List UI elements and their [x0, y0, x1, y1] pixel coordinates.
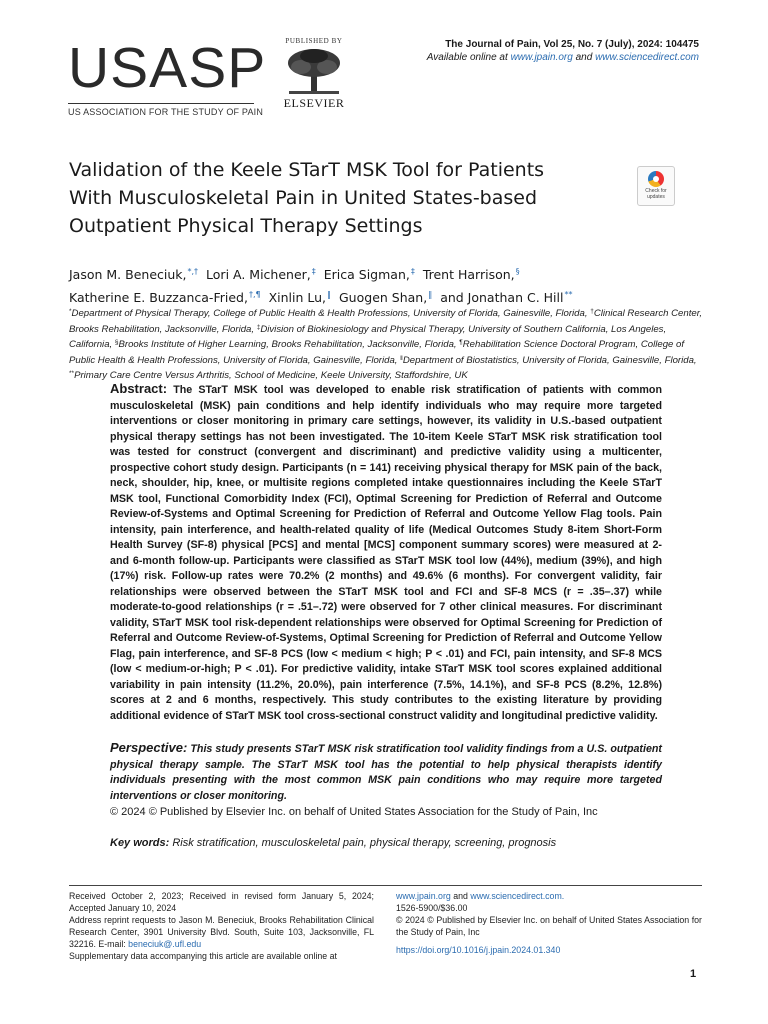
- check-for-updates-button[interactable]: [637, 166, 675, 206]
- available-online: [427, 51, 699, 64]
- check-updates-line1: Check for: [645, 188, 667, 194]
- affiliation-text: Brooks Institute of Higher Learning, Brooks Rehabilitation, Jacksonville, Florida,: [118, 339, 460, 350]
- and-text: and: [575, 52, 593, 63]
- author-list: [69, 262, 709, 308]
- sciencedirect-link[interactable]: www.sciencedirect.com: [595, 52, 699, 63]
- perspective-label: Perspective:: [110, 740, 188, 755]
- footer-left: [69, 890, 374, 962]
- affiliation-text: Department of Physical Therapy, College of Public Health & Health Professions, University of Florida, Gainesville, Florida,: [71, 308, 591, 319]
- affiliation-text: Department of Biostatistics, University of Florida, Gainesville, Florida,: [402, 354, 697, 366]
- elsevier-wordmark: ELSEVIER: [283, 96, 345, 110]
- elsevier-logo: [279, 37, 349, 111]
- footer-links: www.jpain.org and www.sciencedirect.com.: [396, 891, 565, 901]
- affiliation-text: Clinical Research Center, Brooks Rehabilitation, Jacksonville, Florida,: [69, 308, 703, 335]
- perspective-text: This study presents STarT MSK risk stratification tool validity findings from a U.S. outpatient physical therapy sample. The STarT MSK tool has the potential to help physical therapists identify individuals presenting with the most common MSK pain conditions who may require more targeted interventions or closer monitoring.: [110, 743, 662, 802]
- received-dates: Received October 2, 2023; Received in revised form January 5, 2024; Accepted January 10, 2024: [69, 891, 374, 913]
- affiliation-text: Division of Biokinesiology and Physical Therapy, University of Southern California, Los Angeles, California,: [69, 323, 667, 350]
- author[interactable]: Xinlin Lu,‖: [268, 290, 332, 305]
- available-online-prefix: Available online at: [426, 52, 508, 63]
- abstract: [110, 381, 662, 724]
- author[interactable]: Erica Sigman,‡: [323, 267, 415, 282]
- abstract-label: Abstract:: [110, 381, 168, 396]
- keywords-text: Risk stratification, musculoskeletal pain, physical therapy, screening, prognosis: [172, 837, 557, 849]
- journal-citation: The Journal of Pain, Vol 25, No. 7 (July), 2024: 104475: [445, 39, 699, 50]
- supplementary-note: Supplementary data accompanying this article are available online at: [69, 951, 337, 961]
- author[interactable]: Jason M. Beneciuk,*,†: [69, 267, 199, 282]
- title-line: Outpatient Physical Therapy Settings: [69, 215, 423, 237]
- affiliation-marker: ¶: [459, 339, 463, 346]
- author-email-link[interactable]: beneciuk@.ufl.edu: [128, 939, 202, 949]
- reprint-info: Address reprint requests to Jason M. Beneciuk, Brooks Rehabilitation Clinical Research Center, 3901 University Blvd. South, Suite 103, Jacksonville, FL 32216. E-mail: beneciuk@.ufl.edu: [69, 915, 374, 949]
- footer-jpain-link[interactable]: www.jpain.org: [396, 891, 451, 901]
- affiliations: [69, 305, 705, 383]
- affiliation-marker: *: [69, 308, 72, 315]
- perspective: [110, 740, 662, 804]
- author[interactable]: Guogen Shan,‖: [339, 290, 433, 305]
- author[interactable]: Katherine E. Buzzanca-Fried,†,¶: [69, 290, 261, 305]
- author[interactable]: and Jonathan C. Hill**: [440, 290, 573, 305]
- footer-copyright: © 2024 © Published by Elsevier Inc. on behalf of United States Association for the Study of Pain, Inc: [396, 915, 702, 937]
- issn-price: 1526-5900/$36.00: [396, 903, 468, 913]
- article-title: [69, 156, 609, 240]
- footer-right: [396, 890, 702, 956]
- keywords: [110, 837, 670, 849]
- copyright-notice: © 2024 © Published by Elsevier Inc. on behalf of United States Association for the Study of Pain, Inc: [110, 806, 598, 818]
- footer-divider: [69, 885, 702, 886]
- affiliation-marker: **: [69, 370, 75, 377]
- elsevier-tree-icon: [285, 47, 343, 97]
- title-line: With Musculoskeletal Pain in United States-based: [69, 187, 538, 209]
- published-by-label: PUBLISHED BY: [285, 37, 343, 45]
- jpain-link[interactable]: www.jpain.org: [510, 52, 573, 63]
- usasp-logo: [68, 36, 267, 117]
- crossmark-icon: [648, 171, 664, 187]
- journal-info: [427, 38, 699, 64]
- author[interactable]: Lori A. Michener,‡: [206, 267, 316, 282]
- logo-divider: [68, 103, 254, 104]
- affiliation-text: Primary Care Centre Versus Arthritis, School of Medicine, Keele University, Staffordshire, UK: [74, 370, 468, 381]
- keywords-label: Key words:: [110, 837, 170, 849]
- affiliation-marker: §: [114, 339, 119, 346]
- page-number: 1: [690, 968, 697, 980]
- abstract-text: The STarT MSK tool was developed to enable risk stratification of patients with common musculoskeletal (MSK) pain conditions and help identify individuals who may require more targeted interventions or closer monitoring in primary care settings, however, its validity in U.S.-based outpatient physical therapy settings has not been investigated. The 10-item Keele STarT MSK risk stratification tool was tested for construct (convergent and discriminant) and predictive validity using a multicenter, prospective cohort study design. Participants (n = 141) receiving physical therapy for MSK pain of the back, neck, shoulder, hip, knee, or multisite regions completed intake questionnaires including the Keele STarT MSK tool, Functional Comorbidity Index (FCI), Optimal Screening for Prediction of Referral and Outcome Review-of-Systems and Optimal Screening for Prediction of Referral and Outcome Yellow Flag tools. Pain intensity, pain interference, and health-related quality of life (Medical Outcomes Study 8-item Short-Form Health Survey (SF-8) physical [PCS] and mental [MCS] component summary scores) were measured at 2- and 6-month follow-up. Participants were classified as STarT MSK tool low (44%), medium (39%), and high (17%) risk. Follow-up rates were 70.2% (2 months) and 49.6% (6 months). For convergent validity, fair relationships were observed between the STarT MSK tool and FCI and SF-8 MCS (r = .35–.37) while moderate-to-good relationships (r = .51–.72) were observed for 7 other clinical measures. For discriminant validity, STarT MSK tool risk-dependent relationships were observed for Optimal Screening for Prediction of Referral and Outcome Review-of-Systems, Optimal Screening for Prediction of Referral and Outcome Yellow Flag, pain interference, and SF-8 PCS (low < medium < high; P < .01) and FCI, pain intensity, and SF-8 MCS (low < medium-or-high; P < .01). For predictive validity, intake STarT MSK tool scores explained additional variability in pain intensity (11.2%, 20.0%), pain interference (7.5%, 14.1%), and SF-8 PCS (8.2%, 12.8%) scores at 2 and 6 months, respectively. This study contributes to the existing literature by providing additional evidence of STarT MSK tool cross-sectional construct validity and longitudinal predictive validity.: [110, 384, 662, 722]
- author[interactable]: Trent Harrison,§: [422, 267, 520, 282]
- check-updates-line2: updates: [647, 194, 665, 200]
- usasp-logo-subtitle: US ASSOCIATION FOR THE STUDY OF PAIN: [68, 107, 264, 117]
- title-line: Validation of the Keele STarT MSK Tool for Patients: [69, 159, 545, 181]
- doi-link[interactable]: https://doi.org/10.1016/j.jpain.2024.01.340: [396, 945, 561, 955]
- affiliation-marker: ‡: [256, 323, 261, 331]
- affiliation-marker: ‖: [400, 354, 403, 362]
- usasp-logo-text: USASP: [68, 36, 267, 100]
- affiliation-marker: †: [590, 308, 594, 315]
- affiliation-text: Rehabilitation Science Doctoral Program, College of Public Health & Health Professions, University of Florida, Gainesville, Florida,: [69, 339, 685, 366]
- footer-sciencedirect-link[interactable]: www.sciencedirect.com.: [470, 891, 565, 901]
